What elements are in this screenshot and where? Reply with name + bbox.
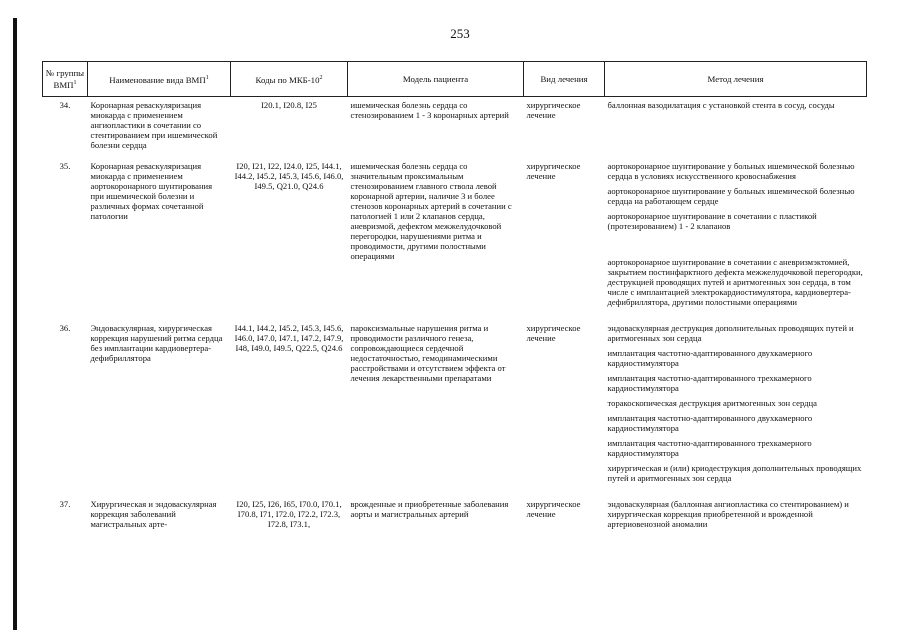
treatment-type: хирургическое лечение (526, 100, 581, 120)
header-codes: Коды по МКБ-$10^2$ (231, 62, 348, 97)
table-row (43, 158, 867, 320)
method-item: имплантация частотно-адаптированного трехкамерного кардиостимулятора (607, 373, 812, 393)
treatment-methods (605, 496, 867, 542)
method-item: торакоскопическая деструкция аритмогенных зон сердца (607, 398, 817, 408)
table-row (43, 320, 867, 496)
table-header-row (43, 62, 867, 97)
icd-codes: I20, I21, I22, I24.0, I25, I44.1, I44.2, I45.2, I45.3, I45.6, I46.0, I49.5, Q21.0, Q24.6 (234, 161, 344, 191)
row-number: 36. (59, 323, 71, 333)
header-type: Вид лечения (524, 62, 605, 97)
method-item: хирургическая и (или) криодеструкция дополнительных проводящих путей и аритмогенных зон сердца (607, 463, 862, 483)
icd-codes: I20, I25, I26, I65, I70.0, I70.1, I70.8, I71, I72.0, I72.2, I72.3, I72.8, I73.1, (236, 499, 342, 529)
page-margin-line (13, 18, 17, 630)
method-item: имплантация частотно-адаптированного трехкамерного кардиостимулятора (607, 438, 812, 458)
method-item: аортокоронарное шунтирование у больных ишемической болезнью сердца на работающем сердце (607, 186, 855, 206)
method-item: имплантация частотно-адаптированного двухкамерного кардиостимулятора (607, 348, 813, 368)
patient-model: ишемическая болезнь сердца со значительным проксимальным стенозированием главного ствола левой коронарной артерии, наличие 3 и более стенозов коронарных артерий в сочетании с патологией 1 или 2 клапанов сердца, аневризмой, дефектом межжелудочковой перегородки, нарушениями ритма и проводимости, другими полостными операциями (350, 161, 512, 261)
page-number: 253 (450, 26, 470, 41)
vmp-name: Эндоваскулярная, хирургическая коррекция нарушений ритма сердца без имплантации кардиовертера-дефибриллятора (90, 323, 223, 363)
vmp-name: Коронарная реваскуляризация миокарда с применением ангиопластики в сочетании со стентированием при ишемической болезни сердца (90, 100, 218, 150)
header-model: Модель пациента (348, 62, 524, 97)
patient-model: врожденные и приобретенные заболевания аорты и магистральных артерий (350, 499, 509, 519)
method-item: имплантация частотно-адаптированного двухкамерного кардиостимулятора (607, 413, 813, 433)
method-item: аортокоронарное шунтирование у больных ишемической болезнью сердца в условиях искусственного кровоснабжения (607, 161, 855, 181)
row-number: 34. (59, 100, 71, 110)
row-number: 35. (59, 161, 71, 171)
method-item: эндоваскулярная (баллонная ангиопластика со стентированием) и хирургическая коррекция приобретенной и врожденной артериовенозной аномалии (607, 499, 849, 529)
treatment-methods (605, 158, 867, 320)
method-item: аортокоронарное шунтирование в сочетании с пластикой (протезированием) 1 - 2 клапанов (607, 211, 817, 231)
row-number: 37. (59, 499, 71, 509)
treatment-type: хирургическое лечение (526, 323, 581, 343)
method-item: аортокоронарное шунтирование в сочетании с аневризмэктомией, закрытием постинфарктного дефекта межжелудочковой перегородки, деструкцией проводящих путей и аритмогенных зон сердца, в том числе с имплантацией электрокардиостимулятора, кардиовертера-дефибриллятора, другими полостными операциями (607, 257, 863, 307)
icd-codes: I20.1, I20.8, I25 (261, 100, 317, 110)
header-name: Наименование вида ВМП$^1$ (88, 62, 231, 97)
table-row (43, 496, 867, 542)
vmp-name: Хирургическая и эндоваскулярная коррекция заболеваний магистральных арте- (90, 499, 217, 529)
table-row (43, 97, 867, 159)
treatment-methods (605, 320, 867, 496)
header-method: Метод лечения (605, 62, 867, 97)
method-item: баллонная вазодилатация с установкой стента в сосуд, сосуды (607, 100, 835, 110)
vmp-name: Коронарная реваскуляризация миокарда с применением аортокоронарного шунтирования при ишемической болезни и различных формах сочетанной патологии (90, 161, 213, 221)
treatment-type: хирургическое лечение (526, 161, 581, 181)
patient-model: ишемическая болезнь сердца со стенозированием 1 - 3 коронарных артерий (350, 100, 509, 120)
icd-codes: I44.1, I44.2, I45.2, I45.3, I45.6, I46.0, I47.0, I47.1, I47.2, I47.9, I48, I49.0, I49.5, Q22.5, Q24.6 (234, 323, 344, 353)
treatment-type: хирургическое лечение (526, 499, 581, 519)
header-group: № группы ВМП$^1$ (43, 62, 88, 97)
vmp-table (42, 61, 867, 542)
patient-model: пароксизмальные нарушения ритма и проводимости различного генеза, сопровождающиеся сердечной недостаточностью, гемодинамическими расстройствами и отсутствием эффекта от лечения лекарственными препаратами (350, 323, 506, 383)
treatment-methods (605, 97, 867, 159)
method-item: эндоваскулярная деструкция дополнительных проводящих путей и аритмогенных зон сердца (607, 323, 854, 343)
